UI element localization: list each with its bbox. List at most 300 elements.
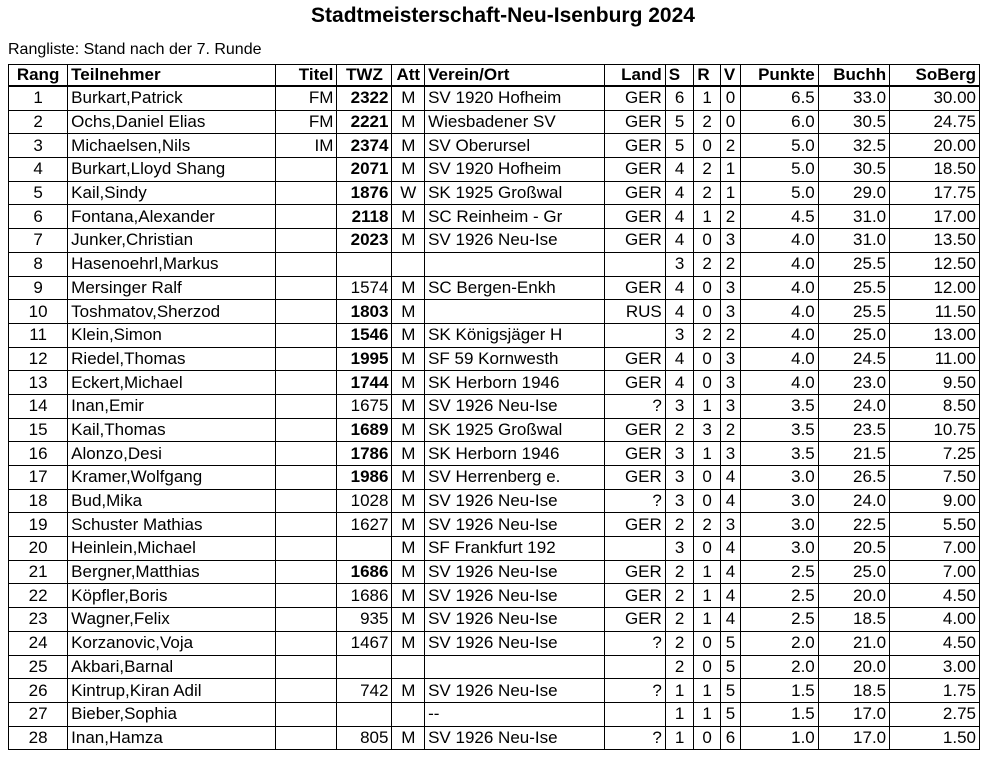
cell-r: 0 bbox=[694, 276, 721, 300]
cell-punkte: 2.0 bbox=[741, 631, 819, 655]
cell-s: 3 bbox=[665, 252, 694, 276]
cell-name: Kail,Sindy bbox=[68, 181, 276, 205]
table-row bbox=[9, 252, 980, 276]
cell-name: Hasenoehrl,Markus bbox=[68, 252, 276, 276]
cell-name: Bieber,Sophia bbox=[68, 702, 276, 726]
cell-r: 2 bbox=[694, 252, 721, 276]
cell-name: Bud,Mika bbox=[68, 489, 276, 513]
cell-s: 2 bbox=[665, 418, 694, 442]
cell-name: Mersinger Ralf bbox=[68, 276, 276, 300]
cell-buchh: 20.0 bbox=[818, 584, 889, 608]
cell-s: 4 bbox=[665, 181, 694, 205]
cell-s: 3 bbox=[665, 537, 694, 561]
cell-buchh: 25.0 bbox=[818, 560, 889, 584]
header-s: S bbox=[665, 65, 694, 87]
cell-twz: 1574 bbox=[337, 276, 392, 300]
cell-name: Klein,Simon bbox=[68, 323, 276, 347]
cell-r: 0 bbox=[694, 466, 721, 490]
cell-verein: SV 1926 Neu-Ise bbox=[425, 394, 605, 418]
cell-buchh: 30.5 bbox=[818, 158, 889, 182]
cell-rang: 1 bbox=[9, 86, 68, 110]
cell-soberg: 4.50 bbox=[890, 584, 980, 608]
table-row bbox=[9, 181, 980, 205]
cell-rang: 13 bbox=[9, 371, 68, 395]
cell-soberg: 13.50 bbox=[890, 229, 980, 253]
cell-land: GER bbox=[604, 229, 665, 253]
header-buchh: Buchh bbox=[818, 65, 889, 87]
cell-r: 0 bbox=[694, 631, 721, 655]
cell-land: GER bbox=[604, 86, 665, 110]
cell-titel bbox=[276, 655, 337, 679]
cell-buchh: 25.5 bbox=[818, 252, 889, 276]
cell-rang: 21 bbox=[9, 560, 68, 584]
cell-rang: 24 bbox=[9, 631, 68, 655]
cell-verein: SF 59 Kornwesth bbox=[425, 347, 605, 371]
cell-punkte: 2.5 bbox=[741, 584, 819, 608]
cell-rang: 11 bbox=[9, 323, 68, 347]
cell-att: M bbox=[392, 537, 425, 561]
cell-buchh: 31.0 bbox=[818, 205, 889, 229]
cell-soberg: 7.00 bbox=[890, 537, 980, 561]
cell-s: 4 bbox=[665, 205, 694, 229]
cell-verein bbox=[425, 655, 605, 679]
cell-buchh: 23.0 bbox=[818, 371, 889, 395]
cell-titel bbox=[276, 418, 337, 442]
cell-land bbox=[604, 323, 665, 347]
cell-verein: SK 1925 Großwal bbox=[425, 181, 605, 205]
table-row bbox=[9, 394, 980, 418]
cell-buchh: 22.5 bbox=[818, 513, 889, 537]
cell-soberg: 7.50 bbox=[890, 466, 980, 490]
cell-land: GER bbox=[604, 134, 665, 158]
cell-s: 3 bbox=[665, 394, 694, 418]
header-rang: Rang bbox=[9, 65, 68, 87]
cell-r: 1 bbox=[694, 205, 721, 229]
cell-punkte: 3.5 bbox=[741, 418, 819, 442]
cell-twz: 1675 bbox=[337, 394, 392, 418]
cell-titel bbox=[276, 631, 337, 655]
cell-r: 2 bbox=[694, 158, 721, 182]
cell-s: 2 bbox=[665, 560, 694, 584]
cell-buchh: 20.0 bbox=[818, 655, 889, 679]
table-row bbox=[9, 489, 980, 513]
cell-twz: 805 bbox=[337, 726, 392, 750]
table-row bbox=[9, 229, 980, 253]
cell-twz: 1876 bbox=[337, 181, 392, 205]
cell-soberg: 1.50 bbox=[890, 726, 980, 750]
cell-soberg: 7.25 bbox=[890, 442, 980, 466]
cell-soberg: 8.50 bbox=[890, 394, 980, 418]
cell-v: 2 bbox=[720, 205, 740, 229]
cell-buchh: 21.0 bbox=[818, 631, 889, 655]
cell-name: Heinlein,Michael bbox=[68, 537, 276, 561]
cell-r: 1 bbox=[694, 394, 721, 418]
cell-land: GER bbox=[604, 442, 665, 466]
cell-titel bbox=[276, 158, 337, 182]
cell-v: 3 bbox=[720, 442, 740, 466]
cell-twz: 2023 bbox=[337, 229, 392, 253]
table-row bbox=[9, 679, 980, 703]
cell-att: M bbox=[392, 347, 425, 371]
cell-v: 4 bbox=[720, 489, 740, 513]
cell-titel bbox=[276, 608, 337, 632]
table-row bbox=[9, 134, 980, 158]
cell-buchh: 20.5 bbox=[818, 537, 889, 561]
cell-punkte: 2.0 bbox=[741, 655, 819, 679]
cell-att: M bbox=[392, 323, 425, 347]
header-verein: Verein/Ort bbox=[425, 65, 605, 87]
cell-titel bbox=[276, 584, 337, 608]
cell-r: 2 bbox=[694, 181, 721, 205]
cell-soberg: 18.50 bbox=[890, 158, 980, 182]
cell-twz bbox=[337, 537, 392, 561]
cell-r: 0 bbox=[694, 489, 721, 513]
cell-soberg: 2.75 bbox=[890, 702, 980, 726]
cell-att: M bbox=[392, 584, 425, 608]
cell-r: 2 bbox=[694, 513, 721, 537]
cell-titel bbox=[276, 323, 337, 347]
cell-name: Inan,Hamza bbox=[68, 726, 276, 750]
cell-r: 0 bbox=[694, 371, 721, 395]
cell-att: M bbox=[392, 205, 425, 229]
cell-att: M bbox=[392, 371, 425, 395]
cell-s: 2 bbox=[665, 655, 694, 679]
cell-verein: SK Herborn 1946 bbox=[425, 371, 605, 395]
cell-rang: 28 bbox=[9, 726, 68, 750]
cell-buchh: 30.5 bbox=[818, 110, 889, 134]
cell-punkte: 5.0 bbox=[741, 181, 819, 205]
cell-r: 1 bbox=[694, 679, 721, 703]
cell-verein: SF Frankfurt 192 bbox=[425, 537, 605, 561]
cell-r: 2 bbox=[694, 110, 721, 134]
cell-r: 3 bbox=[694, 418, 721, 442]
cell-rang: 22 bbox=[9, 584, 68, 608]
table-row bbox=[9, 323, 980, 347]
cell-v: 3 bbox=[720, 394, 740, 418]
header-twz: TWZ bbox=[337, 65, 392, 87]
cell-twz: 1995 bbox=[337, 347, 392, 371]
cell-punkte: 4.0 bbox=[741, 323, 819, 347]
cell-att bbox=[392, 252, 425, 276]
cell-name: Burkart,Lloyd Shang bbox=[68, 158, 276, 182]
standings-table bbox=[8, 64, 980, 750]
cell-buchh: 26.5 bbox=[818, 466, 889, 490]
cell-s: 3 bbox=[665, 442, 694, 466]
cell-v: 3 bbox=[720, 371, 740, 395]
cell-verein: SV 1926 Neu-Ise bbox=[425, 608, 605, 632]
cell-verein: SK 1925 Großwal bbox=[425, 418, 605, 442]
cell-name: Akbari,Barnal bbox=[68, 655, 276, 679]
cell-name: Kail,Thomas bbox=[68, 418, 276, 442]
cell-verein: SV 1926 Neu-Ise bbox=[425, 229, 605, 253]
cell-v: 4 bbox=[720, 560, 740, 584]
cell-punkte: 6.5 bbox=[741, 86, 819, 110]
cell-land: GER bbox=[604, 608, 665, 632]
cell-buchh: 32.5 bbox=[818, 134, 889, 158]
cell-v: 3 bbox=[720, 229, 740, 253]
cell-land: ? bbox=[604, 394, 665, 418]
cell-titel bbox=[276, 513, 337, 537]
cell-verein: SV 1926 Neu-Ise bbox=[425, 560, 605, 584]
cell-att: M bbox=[392, 513, 425, 537]
cell-twz: 1689 bbox=[337, 418, 392, 442]
cell-v: 2 bbox=[720, 323, 740, 347]
cell-titel: FM bbox=[276, 110, 337, 134]
cell-r: 0 bbox=[694, 229, 721, 253]
cell-soberg: 17.00 bbox=[890, 205, 980, 229]
cell-twz: 1686 bbox=[337, 560, 392, 584]
cell-v: 6 bbox=[720, 726, 740, 750]
cell-punkte: 3.0 bbox=[741, 513, 819, 537]
cell-buchh: 25.0 bbox=[818, 323, 889, 347]
cell-twz: 742 bbox=[337, 679, 392, 703]
cell-twz: 1803 bbox=[337, 300, 392, 324]
cell-v: 3 bbox=[720, 300, 740, 324]
cell-verein: SC Bergen-Enkh bbox=[425, 276, 605, 300]
cell-titel bbox=[276, 252, 337, 276]
cell-soberg: 30.00 bbox=[890, 86, 980, 110]
header-teilnehmer: Teilnehmer bbox=[68, 65, 276, 87]
table-row bbox=[9, 347, 980, 371]
cell-twz: 2071 bbox=[337, 158, 392, 182]
cell-rang: 18 bbox=[9, 489, 68, 513]
cell-att: M bbox=[392, 134, 425, 158]
cell-name: Köpfler,Boris bbox=[68, 584, 276, 608]
cell-soberg: 11.50 bbox=[890, 300, 980, 324]
cell-v: 4 bbox=[720, 608, 740, 632]
cell-verein: SV 1926 Neu-Ise bbox=[425, 489, 605, 513]
header-v: V bbox=[720, 65, 740, 87]
cell-verein: SV Herrenberg e. bbox=[425, 466, 605, 490]
cell-verein: SK Herborn 1946 bbox=[425, 442, 605, 466]
cell-twz: 1744 bbox=[337, 371, 392, 395]
cell-verein: SV 1926 Neu-Ise bbox=[425, 726, 605, 750]
cell-soberg: 9.50 bbox=[890, 371, 980, 395]
cell-punkte: 2.5 bbox=[741, 608, 819, 632]
cell-titel bbox=[276, 442, 337, 466]
cell-s: 1 bbox=[665, 726, 694, 750]
cell-rang: 14 bbox=[9, 394, 68, 418]
table-row bbox=[9, 608, 980, 632]
cell-twz: 2118 bbox=[337, 205, 392, 229]
cell-name: Kramer,Wolfgang bbox=[68, 466, 276, 490]
cell-att: M bbox=[392, 631, 425, 655]
cell-rang: 4 bbox=[9, 158, 68, 182]
cell-verein: -- bbox=[425, 702, 605, 726]
cell-land: ? bbox=[604, 631, 665, 655]
cell-punkte: 3.0 bbox=[741, 466, 819, 490]
cell-titel bbox=[276, 276, 337, 300]
cell-rang: 15 bbox=[9, 418, 68, 442]
cell-punkte: 2.5 bbox=[741, 560, 819, 584]
cell-buchh: 17.0 bbox=[818, 726, 889, 750]
header-titel: Titel bbox=[276, 65, 337, 87]
cell-verein: SV 1920 Hofheim bbox=[425, 158, 605, 182]
cell-rang: 27 bbox=[9, 702, 68, 726]
cell-att: M bbox=[392, 418, 425, 442]
cell-verein bbox=[425, 252, 605, 276]
cell-r: 1 bbox=[694, 86, 721, 110]
cell-s: 1 bbox=[665, 679, 694, 703]
standings-subtitle: Rangliste: Stand nach der 7. Runde bbox=[8, 41, 262, 58]
cell-buchh: 23.5 bbox=[818, 418, 889, 442]
cell-land bbox=[604, 655, 665, 679]
cell-s: 5 bbox=[665, 110, 694, 134]
table-row bbox=[9, 560, 980, 584]
cell-twz bbox=[337, 655, 392, 679]
cell-s: 4 bbox=[665, 276, 694, 300]
cell-s: 3 bbox=[665, 466, 694, 490]
table-row bbox=[9, 702, 980, 726]
cell-rang: 12 bbox=[9, 347, 68, 371]
cell-rang: 23 bbox=[9, 608, 68, 632]
cell-v: 2 bbox=[720, 252, 740, 276]
table-row bbox=[9, 466, 980, 490]
cell-soberg: 11.00 bbox=[890, 347, 980, 371]
cell-land: ? bbox=[604, 489, 665, 513]
cell-land: GER bbox=[604, 276, 665, 300]
cell-titel bbox=[276, 560, 337, 584]
cell-punkte: 4.5 bbox=[741, 205, 819, 229]
cell-titel bbox=[276, 537, 337, 561]
cell-titel bbox=[276, 205, 337, 229]
cell-v: 4 bbox=[720, 537, 740, 561]
cell-twz: 2221 bbox=[337, 110, 392, 134]
cell-v: 3 bbox=[720, 276, 740, 300]
cell-titel bbox=[276, 229, 337, 253]
cell-v: 2 bbox=[720, 134, 740, 158]
cell-land: GER bbox=[604, 513, 665, 537]
cell-rang: 17 bbox=[9, 466, 68, 490]
cell-name: Korzanovic,Voja bbox=[68, 631, 276, 655]
cell-buchh: 33.0 bbox=[818, 86, 889, 110]
cell-punkte: 5.0 bbox=[741, 134, 819, 158]
cell-verein: SV Oberursel bbox=[425, 134, 605, 158]
cell-titel: FM bbox=[276, 86, 337, 110]
cell-att: M bbox=[392, 726, 425, 750]
cell-rang: 6 bbox=[9, 205, 68, 229]
cell-s: 2 bbox=[665, 608, 694, 632]
cell-v: 1 bbox=[720, 158, 740, 182]
cell-land: GER bbox=[604, 418, 665, 442]
cell-punkte: 1.5 bbox=[741, 679, 819, 703]
table-row bbox=[9, 631, 980, 655]
cell-land: GER bbox=[604, 110, 665, 134]
cell-punkte: 1.0 bbox=[741, 726, 819, 750]
cell-s: 1 bbox=[665, 702, 694, 726]
cell-soberg: 4.00 bbox=[890, 608, 980, 632]
header-land: Land bbox=[604, 65, 665, 87]
cell-name: Riedel,Thomas bbox=[68, 347, 276, 371]
cell-buchh: 25.5 bbox=[818, 276, 889, 300]
table-row bbox=[9, 442, 980, 466]
cell-rang: 10 bbox=[9, 300, 68, 324]
cell-name: Burkart,Patrick bbox=[68, 86, 276, 110]
cell-name: Inan,Emir bbox=[68, 394, 276, 418]
cell-v: 5 bbox=[720, 679, 740, 703]
table-row bbox=[9, 86, 980, 110]
cell-buchh: 24.0 bbox=[818, 489, 889, 513]
cell-soberg: 12.00 bbox=[890, 276, 980, 300]
cell-titel bbox=[276, 181, 337, 205]
cell-r: 1 bbox=[694, 584, 721, 608]
table-row bbox=[9, 537, 980, 561]
cell-verein: SC Reinheim - Gr bbox=[425, 205, 605, 229]
cell-land: RUS bbox=[604, 300, 665, 324]
cell-twz: 1028 bbox=[337, 489, 392, 513]
cell-punkte: 4.0 bbox=[741, 347, 819, 371]
cell-s: 4 bbox=[665, 347, 694, 371]
cell-soberg: 4.50 bbox=[890, 631, 980, 655]
cell-soberg: 13.00 bbox=[890, 323, 980, 347]
table-row bbox=[9, 655, 980, 679]
cell-punkte: 4.0 bbox=[741, 276, 819, 300]
cell-att: M bbox=[392, 158, 425, 182]
header-soberg: SoBerg bbox=[890, 65, 980, 87]
cell-s: 2 bbox=[665, 513, 694, 537]
cell-buchh: 24.5 bbox=[818, 347, 889, 371]
cell-verein: SV 1926 Neu-Ise bbox=[425, 584, 605, 608]
cell-titel bbox=[276, 394, 337, 418]
cell-punkte: 3.5 bbox=[741, 394, 819, 418]
cell-rang: 5 bbox=[9, 181, 68, 205]
cell-titel: IM bbox=[276, 134, 337, 158]
cell-land: GER bbox=[604, 560, 665, 584]
page-title: Stadtmeisterschaft-Neu-Isenburg 2024 bbox=[311, 4, 695, 27]
cell-punkte: 3.0 bbox=[741, 537, 819, 561]
cell-name: Kintrup,Kiran Adil bbox=[68, 679, 276, 703]
cell-punkte: 3.5 bbox=[741, 442, 819, 466]
cell-r: 0 bbox=[694, 537, 721, 561]
cell-rang: 16 bbox=[9, 442, 68, 466]
cell-twz: 1546 bbox=[337, 323, 392, 347]
cell-name: Toshmatov,Sherzod bbox=[68, 300, 276, 324]
cell-name: Wagner,Felix bbox=[68, 608, 276, 632]
cell-verein: SV 1926 Neu-Ise bbox=[425, 631, 605, 655]
cell-r: 0 bbox=[694, 655, 721, 679]
cell-att: M bbox=[392, 229, 425, 253]
cell-buchh: 17.0 bbox=[818, 702, 889, 726]
cell-name: Schuster Mathias bbox=[68, 513, 276, 537]
cell-att: M bbox=[392, 442, 425, 466]
cell-att: W bbox=[392, 181, 425, 205]
cell-soberg: 9.00 bbox=[890, 489, 980, 513]
cell-att: M bbox=[392, 466, 425, 490]
cell-s: 2 bbox=[665, 631, 694, 655]
cell-v: 4 bbox=[720, 466, 740, 490]
cell-twz bbox=[337, 702, 392, 726]
cell-land: ? bbox=[604, 679, 665, 703]
header-row bbox=[9, 65, 980, 87]
cell-att: M bbox=[392, 300, 425, 324]
cell-twz: 1627 bbox=[337, 513, 392, 537]
cell-twz: 1986 bbox=[337, 466, 392, 490]
cell-twz: 2322 bbox=[337, 86, 392, 110]
cell-r: 0 bbox=[694, 300, 721, 324]
table-row bbox=[9, 371, 980, 395]
cell-punkte: 3.0 bbox=[741, 489, 819, 513]
cell-name: Junker,Christian bbox=[68, 229, 276, 253]
cell-land: GER bbox=[604, 584, 665, 608]
cell-att: M bbox=[392, 608, 425, 632]
cell-soberg: 10.75 bbox=[890, 418, 980, 442]
cell-land: GER bbox=[604, 466, 665, 490]
cell-twz: 1786 bbox=[337, 442, 392, 466]
cell-soberg: 12.50 bbox=[890, 252, 980, 276]
cell-verein bbox=[425, 300, 605, 324]
cell-s: 4 bbox=[665, 300, 694, 324]
cell-rang: 25 bbox=[9, 655, 68, 679]
